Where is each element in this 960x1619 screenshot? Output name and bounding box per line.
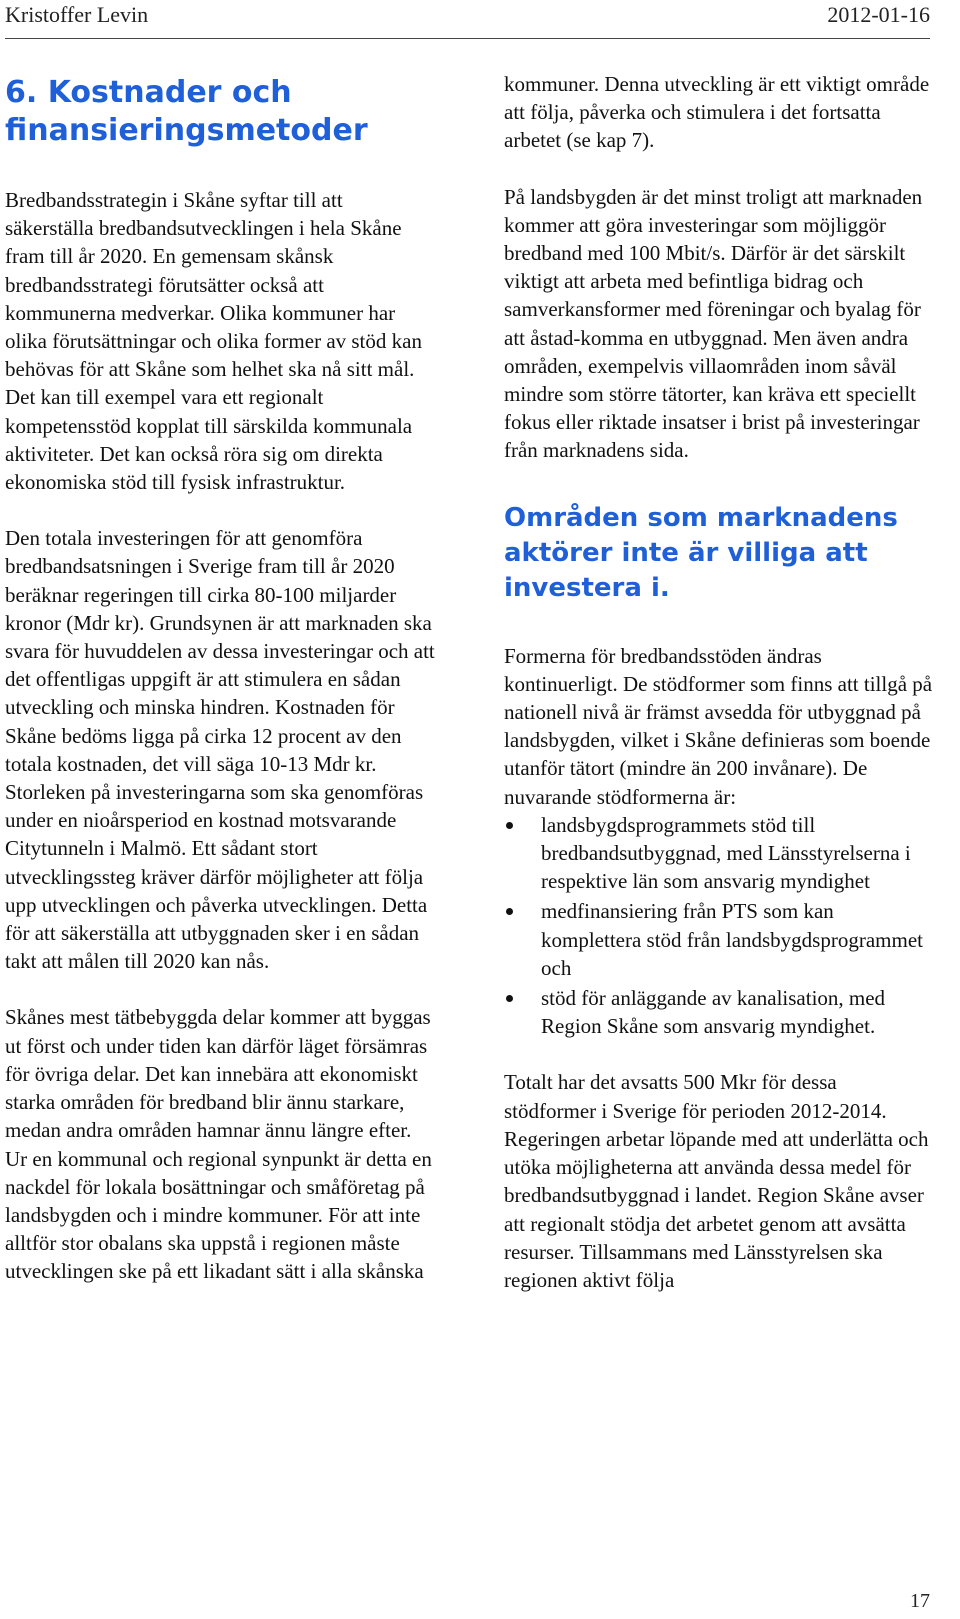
running-header — [5, 0, 930, 39]
left-column — [5, 74, 435, 1286]
header-author: Kristoffer Levin — [5, 2, 149, 27]
section-title-line1: 6. Kostnader och — [5, 75, 292, 110]
right-column — [504, 70, 934, 1294]
list-item-text: landsbygdsprogrammets stöd till bredbandsutbyggnad, med Länsstyrelserna i respektive län som ansvarig myndighet — [541, 812, 911, 894]
paragraph-rural: På landsbygden är det minst troligt att marknaden kommer att göra investeringar som möjliggör bredband med 100 Mbit/s. Därför är det särskilt viktigt att arbeta med befintliga bidrag och samverkansformer med föreningar och byalag för att åstad-komma en utbyggnad. Men även andra områden, exempelvis villaområden inom såväl mindre som större tätorter, kan kräva ett speciellt fokus eller riktade insatser i brist på investeringar från marknadens sida. — [504, 184, 923, 463]
paragraph-funding-total: Totalt har det avsatts 500 Mkr för dessa stödformer i Sverige för perioden 2012-2014. Regeringen arbetar löpande med att underlätta och utöka möjligheterna att använda dessa medel för bredbandsutbyggnad i landet. Region Skåne avser att regionalt stödja det arbetet genom att avsätta resurser. Tillsammans med Länsstyrelsen ska regionen aktivt följa — [504, 1070, 929, 1292]
paragraph-regional-balance: Skånes mest tätbebyggda delar kommer att byggas ut först och under tiden kan därför läget försämras för övriga delar. Det kan innebära att ekonomiskt starka områden för bredband blir ännu starkare, medan andra områden hamnar ännu längre efter. Ur en kommunal och regional synpunkt är detta en nackdel för lokala bosättningar och småföretag på landsbygden och i mindre kommuner. För att inte alltför stor obalans ska uppstå i regionen måste utvecklingen ske på ett likadant sätt i alla skånska — [5, 1005, 432, 1284]
paragraph-support-forms: Formerna för bredbandsstöden ändras kontinuerligt. De stödformer som finns att tillgå på nationell nivå är främst avsedda för utbyggnad på landsbygden, vilket i Skåne definieras som boende utanför tätort (mindre än 200 invånare). De nuvarande stödformerna är: — [504, 643, 933, 809]
list-item-text: medfinansiering från PTS som kan komplettera stöd från landsbygdsprogrammet och — [541, 899, 923, 980]
list-item-text: stöd för anläggande av kanalisation, med Region Skåne som ansvarig myndighet. — [541, 986, 886, 1039]
list-item — [504, 984, 934, 1040]
section-title-line2: finansieringsmetoder — [5, 113, 368, 148]
page-number: 17 — [910, 1590, 930, 1612]
list-item — [504, 897, 934, 982]
list-item — [504, 811, 934, 896]
paragraph-investment: Den totala investeringen för att genomföra bredbandsatsningen i Sverige fram till år 2020 beräknar regeringen till cirka 80-100 miljarder kronor (Mdr kr). Grundsynen är att marknaden ska svara för huvuddelen av dessa investeringar och att det offentligas uppgift är att stimulera en sådan utveckling och minska hindren. Kostnaden för Skåne bedöms ligga på cirka 12 procent av den totala kostnaden, det vill säga 10-13 Mdr kr. Storleken på investeringarna som ska genomföras under en nioårsperiod en kostnad motsvarande Citytunneln i Malmö. Ett sådant stort utvecklingssteg kräver därför möjligheter att följa upp utvecklingen och påverka utvecklingen. Detta för att säkerställa att utbyggnaden sker i en sådan takt att målen till 2020 kan nås. — [5, 526, 435, 974]
bullet-icon — [506, 908, 513, 915]
paragraph-strategy: Bredbandsstrategin i Skåne syftar till att säkerställa bredbandsutvecklingen i hela Skåne fram till år 2020. En gemensam skånsk bredbandsstrategi förutsätter också att kommunerna medverkar. Olika kommuner har olika förutsättningar och olika former av stöd kan behövas för att Skåne som helhet ska nå sitt mål. Det kan till exempel vara ett regionalt kompetensstöd kopplat till särskilda kommunala aktiviteter. Det kan också röra sig om direkta ekonomiska stöd till fysisk infrastruktur. — [5, 188, 422, 495]
section-title — [5, 74, 435, 150]
subsection-heading: Områden som marknadens aktörer inte är villiga att investera i. — [504, 502, 898, 603]
header-date: 2012-01-16 — [827, 2, 930, 27]
support-forms-list — [504, 811, 934, 1041]
paragraph-continuation: kommuner. Denna utveckling är ett viktigt område att följa, påverka och stimulera i det fortsatta arbetet (se kap 7). — [504, 72, 930, 153]
bullet-icon — [506, 995, 513, 1002]
bullet-icon — [506, 822, 513, 829]
